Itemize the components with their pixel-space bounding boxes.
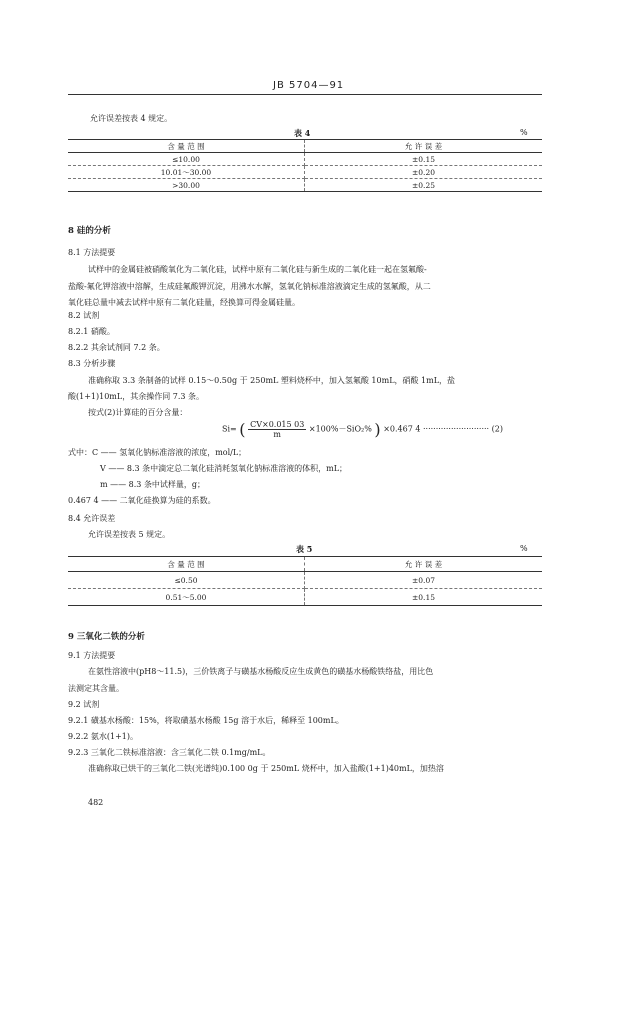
table4 [68,140,542,192]
paragraph-line: 按式(2)计算硅的百分含量： [88,408,188,417]
standard-code-header: JB 5704—91 [273,80,345,91]
table4-header-range: 含 量 范 围 [68,140,305,153]
table-cell: >30.00 [68,179,305,192]
table-row [68,179,542,192]
table5 [68,557,542,606]
table5-header-error: 允 许 误 差 [305,557,543,572]
formula-numerator: CV×0.015 03 [250,420,305,429]
where-const: 0.467 4 —— 二氧化硅换算为硅的系数。 [68,496,216,505]
where-v: V —— 8.3 条中滴定总二氧化硅消耗氢氧化钠标准溶液的体积，mL； [100,464,348,473]
table-cell: 0.51～5.00 [68,589,305,606]
section-8-2-2: 8.2.2 其余试剂同 7.2 条。 [68,343,165,352]
table-row [68,572,542,589]
formula-2 [222,420,503,439]
section-9-2-2: 9.2.2 氨水(1+1)。 [68,732,139,741]
section-8-1-title: 8.1 方法提要 [68,248,116,257]
paragraph-line: 试样中的金属硅被硝酸氧化为二氧化硅，试样中原有二氧化硅与新生成的二氧化硅一起在氢氟酸- [88,265,427,274]
table-cell: ≤10.00 [68,153,305,166]
paragraph-line: 氧化硅总量中减去试样中原有二氧化硅量，经换算可得金属硅量。 [68,298,300,307]
formula-rest: ×100%－SiO₂% [308,424,372,434]
table-cell: 10.01～30.00 [68,166,305,179]
section-9-2-title: 9.2 试剂 [68,700,100,709]
where-c: 式中：C —— 氢氧化钠标准溶液的浓度，mol/L； [68,448,247,457]
section-9-title: 9 三氧化二铁的分析 [68,632,145,642]
header-rule [68,94,542,95]
table4-title: 表 4 [294,128,311,138]
table5-title: 表 5 [296,544,313,554]
section-8-title: 8 硅的分析 [68,226,111,236]
paragraph-line: 准确称取 3.3 条制备的试样 0.15～0.50g 于 250mL 塑料烧杯中，加入氢氟酸 10mL，硝酸 1mL，盐 [88,376,456,385]
table-row [68,589,542,606]
section-9-2-3: 9.2.3 三氧化二铁标准溶液：含三氧化二铁 0.1mg/mL。 [68,748,271,757]
formula-fraction [248,420,306,439]
table-cell: ±0.25 [305,179,543,192]
formula-bracket-close: ) [374,420,381,439]
paragraph-line: 盐酸-氟化钾溶液中溶解，生成硅氟酸钾沉淀，用沸水水解，氢氧化钠标准溶液滴定生成的氢氟酸，从二 [68,282,431,291]
formula-denominator: m [273,430,281,439]
section-8-4-text: 允许误差按表 5 规定。 [88,530,171,539]
table-cell: ±0.15 [305,589,543,606]
formula-bracket-open: ( [239,420,246,439]
section-8-4-title: 8.4 允许误差 [68,514,116,523]
table4-header-error: 允 许 误 差 [305,140,543,153]
intro-text: 允许误差按表 4 规定。 [90,114,173,123]
formula-lhs: Si= [222,424,237,434]
table5-unit: % [520,544,528,553]
paragraph-line: 准确称取已烘干的三氧化二铁(光谱纯)0.100 0g 于 250mL 烧杯中，加入盐酸(1+1)40mL，加热溶 [88,764,444,773]
table-row [68,166,542,179]
where-m: m —— 8.3 条中试样量，g； [100,480,206,489]
paragraph-line: 在氨性溶液中(pH8～11.5)，三价铁离子与磺基水杨酸反应生成黄色的磺基水杨酸铁络盐，用比色 [88,667,434,676]
table-cell: ≤0.50 [68,572,305,589]
page-number: 482 [88,798,104,807]
formula-tail: ×0.467 4 ·························· (2) [383,424,503,434]
section-8-3-title: 8.3 分析步骤 [68,359,116,368]
table-cell: ±0.07 [305,572,543,589]
section-9-2-1: 9.2.1 磺基水杨酸：15%，将取磺基水杨酸 15g 溶于水后，稀释至 100mL。 [68,716,344,725]
table4-unit: % [520,128,528,137]
section-8-2-1: 8.2.1 硝酸。 [68,327,115,336]
table-cell: ±0.15 [305,153,543,166]
paragraph-line: 法测定其含量。 [68,684,124,693]
section-9-1-title: 9.1 方法提要 [68,651,116,660]
table-cell: ±0.20 [305,166,543,179]
paragraph-line: 酸(1+1)10mL，其余操作同 7.3 条。 [68,392,205,401]
section-8-2-title: 8.2 试剂 [68,311,100,320]
table-row [68,153,542,166]
table5-header-range: 含 量 范 围 [68,557,305,572]
